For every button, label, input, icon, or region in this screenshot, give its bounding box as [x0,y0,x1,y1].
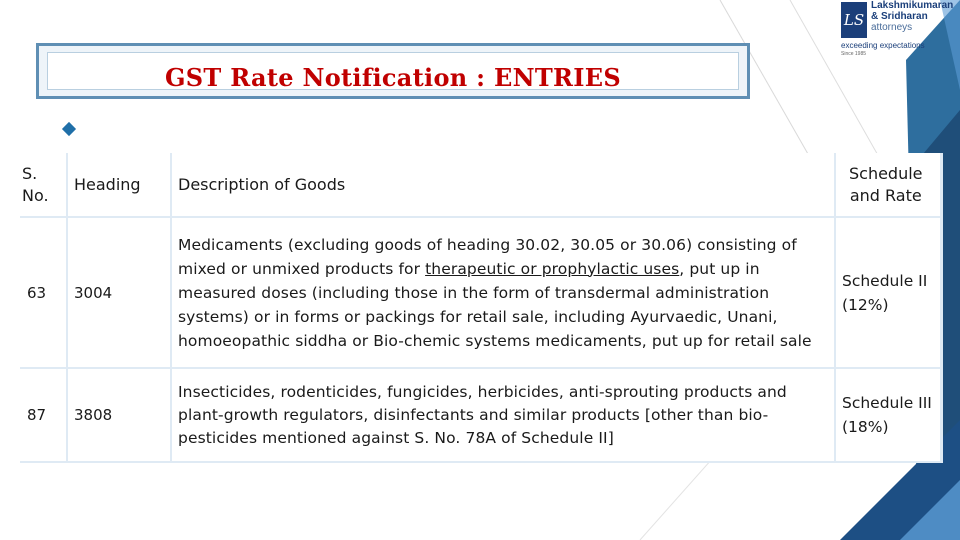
logo-name-line3: attorneys [871,22,913,33]
description-underlined-text: therapeutic or prophylactic uses [425,259,680,278]
cell-sno: 63 [20,217,67,368]
logo-name [871,0,960,33]
cell-description: Insecticides, rodenticides, fungicides, herbicides, anti-sprouting products and plant-growth regulators, disinfectants and similar products [other than bio-pesticides mentioned against S. No. 78A of Schedule II] [171,368,835,462]
logo-tagline: exceeding expectations [841,41,925,50]
header-description: Description of Goods [171,153,835,217]
title-inner-frame [47,52,739,90]
table-row [20,217,941,368]
company-logo [839,0,957,58]
header-schedule: Schedule and Rate [835,153,941,217]
cell-schedule: Schedule III (18%) [835,368,941,462]
cell-schedule: Schedule II (12%) [835,217,941,368]
logo-since: Since 1985 [841,51,867,57]
logo-monogram: LS [841,2,867,38]
cell-sno: 87 [20,368,67,462]
header-sno: S. No. [20,153,67,217]
title-frame [36,43,750,99]
description-text-part: , put up in measured doses (including those in the form of transdermal administration systems) or in forms or packings for retail sale, including Ayurvaedic, Unani, homoeopathic siddha or Bio-chemic systems medicaments, put up for retail sale [178,259,812,350]
cell-description [171,217,835,368]
cell-heading: 3808 [67,368,171,462]
table-row [20,368,941,462]
cell-heading: 3004 [67,217,171,368]
slide-title: GST Rate Notification : ENTRIES [165,63,621,92]
description-text-part: Medicaments (excluding goods of heading 30.02, 30.05 or 30.06) consisting of mixed or unmixed products for [178,235,797,278]
logo-name-line1: Lakshmikumaran [871,0,954,11]
gst-entries-table [20,153,943,463]
table-header-row [20,153,941,217]
header-heading: Heading [67,153,171,217]
logo-name-line2: & Sridharan [871,11,928,22]
